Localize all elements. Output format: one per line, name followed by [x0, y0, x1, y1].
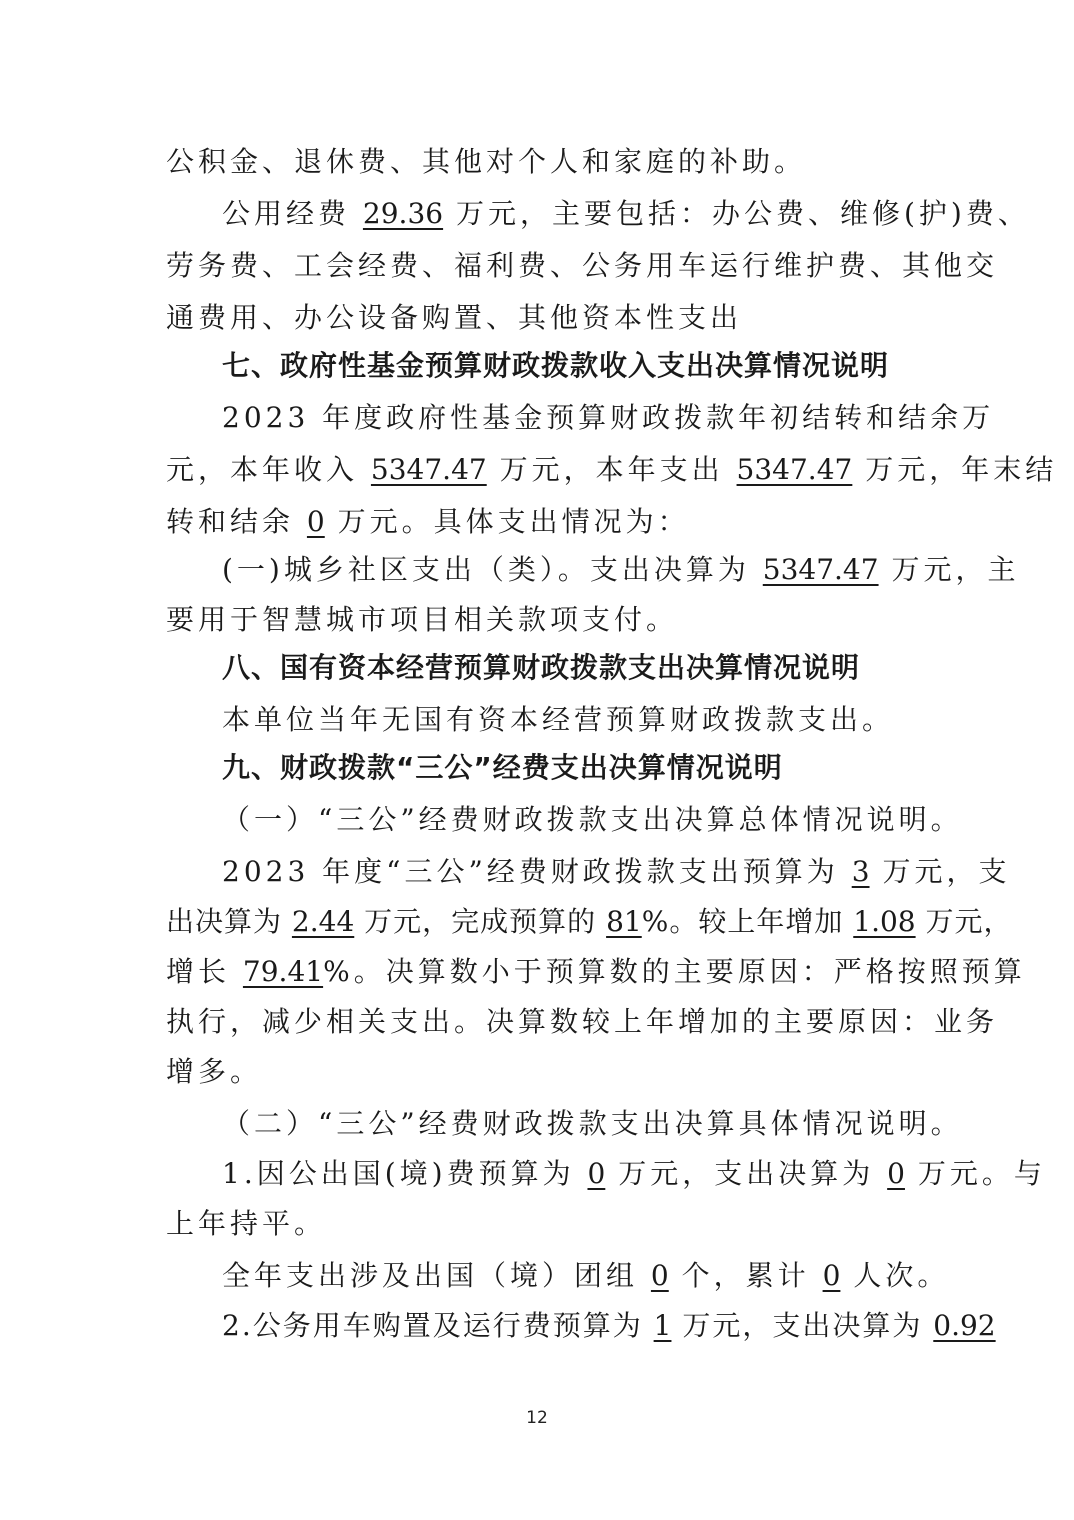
text: 万元。与: [917, 1157, 1046, 1190]
underlined-value: 5347.47: [736, 453, 853, 486]
text: (一)城乡社区支出（类）。支出决算为: [222, 553, 750, 586]
underlined-value: 5347.47: [370, 453, 487, 486]
paragraph-line: 通费用、办公设备购置、其他资本性支出: [166, 301, 743, 334]
paragraph-line: 本单位当年无国有资本经营预算财政拨款支出。: [222, 703, 895, 736]
paragraph-line: [222, 1250, 950, 1302]
text: 增长: [166, 955, 231, 988]
text: 万元，支: [882, 855, 1011, 888]
paragraph-line: [222, 846, 1011, 898]
paragraph-line: 公积金、退休费、其他对个人和家庭的补助。: [166, 145, 807, 178]
page-number: 12: [526, 1408, 548, 1428]
paragraph-line: [222, 1148, 1046, 1200]
paragraph-line: [166, 896, 1013, 948]
paragraph-line: [222, 1300, 996, 1352]
text: 万元，支出决算为: [682, 1309, 923, 1342]
text: 万元，支出决算为: [618, 1157, 875, 1190]
text: 万元，主要包括：办公费、维修(护)费、: [456, 197, 1030, 230]
subsection-heading: （二）“三公”经费财政拨款支出决算具体情况说明。: [222, 1107, 963, 1140]
text: %。较上年增加: [641, 905, 844, 938]
paragraph-line: [166, 946, 1026, 998]
text: 万元，主: [891, 553, 1020, 586]
text: 1.因公出国(境)费预算为: [222, 1157, 575, 1190]
paragraph-line: [166, 496, 914, 548]
text: %。决算数小于预算数的主要原因：严格按照预算: [323, 955, 1026, 988]
paragraph-line: 执行，减少相关支出。决算数较上年增加的主要原因：业务: [166, 1005, 999, 1038]
text: 个，累计: [681, 1259, 810, 1292]
underlined-value: 5347.47: [762, 553, 879, 586]
underlined-value: 79.41: [242, 955, 324, 988]
paragraph-line: [166, 444, 1058, 496]
underlined-value: 0.92: [933, 1309, 996, 1342]
underlined-value: 0: [587, 1157, 606, 1190]
subsection-heading: （一）“三公”经费财政拨款支出决算总体情况说明。: [222, 803, 963, 836]
underlined-value: 1: [653, 1309, 672, 1342]
text: 公用经费: [222, 197, 351, 230]
underlined-value: 0: [650, 1259, 669, 1292]
underlined-value: 0: [306, 505, 325, 538]
underlined-value: 0: [822, 1259, 841, 1292]
text: 万元，: [925, 905, 1013, 938]
text: 全年支出涉及出国（境）团组: [222, 1259, 639, 1292]
paragraph-line: [222, 544, 1020, 596]
underlined-value: 1.08: [853, 905, 916, 938]
paragraph-line: 2023 年度政府性基金预算财政拨款年初结转和结余万: [222, 401, 995, 434]
paragraph-line: 上年持平。: [166, 1207, 327, 1240]
paragraph-line: 增多。: [166, 1055, 263, 1088]
text: 人次。: [853, 1259, 950, 1292]
text: 2.公务用车购置及运行费预算为: [222, 1309, 643, 1342]
underlined-value: 81: [606, 905, 642, 938]
section-heading-7: 七、政府性基金预算财政拨款收入支出决算情况说明: [222, 349, 890, 382]
text: 万元，本年支出: [499, 453, 724, 486]
paragraph-line: [222, 188, 1030, 240]
paragraph-line: 劳务费、工会经费、福利费、公务用车运行维护费、其他交: [166, 249, 999, 282]
underlined-value: 3: [851, 855, 870, 888]
text: 万元。具体支出情况为：: [337, 505, 690, 538]
underlined-value: 2.44: [291, 905, 355, 938]
text: 元，本年收入: [166, 453, 359, 486]
section-heading-8: 八、国有资本经营预算财政拨款支出决算情况说明: [222, 651, 861, 684]
underlined-value: 29.36: [362, 197, 444, 230]
section-heading-9: 九、财政拨款“三公”经费支出决算情况说明: [222, 751, 783, 784]
text: 万元，完成预算的: [364, 905, 597, 938]
text: 万元，年末结: [865, 453, 1058, 486]
text: 2023 年度“三公”经费财政拨款支出预算为: [222, 855, 839, 888]
text: 转和结余: [166, 505, 295, 538]
underlined-value: 0: [887, 1157, 905, 1190]
paragraph-line: 要用于智慧城市项目相关款项支付。: [166, 603, 679, 636]
text: 出决算为: [166, 905, 283, 938]
